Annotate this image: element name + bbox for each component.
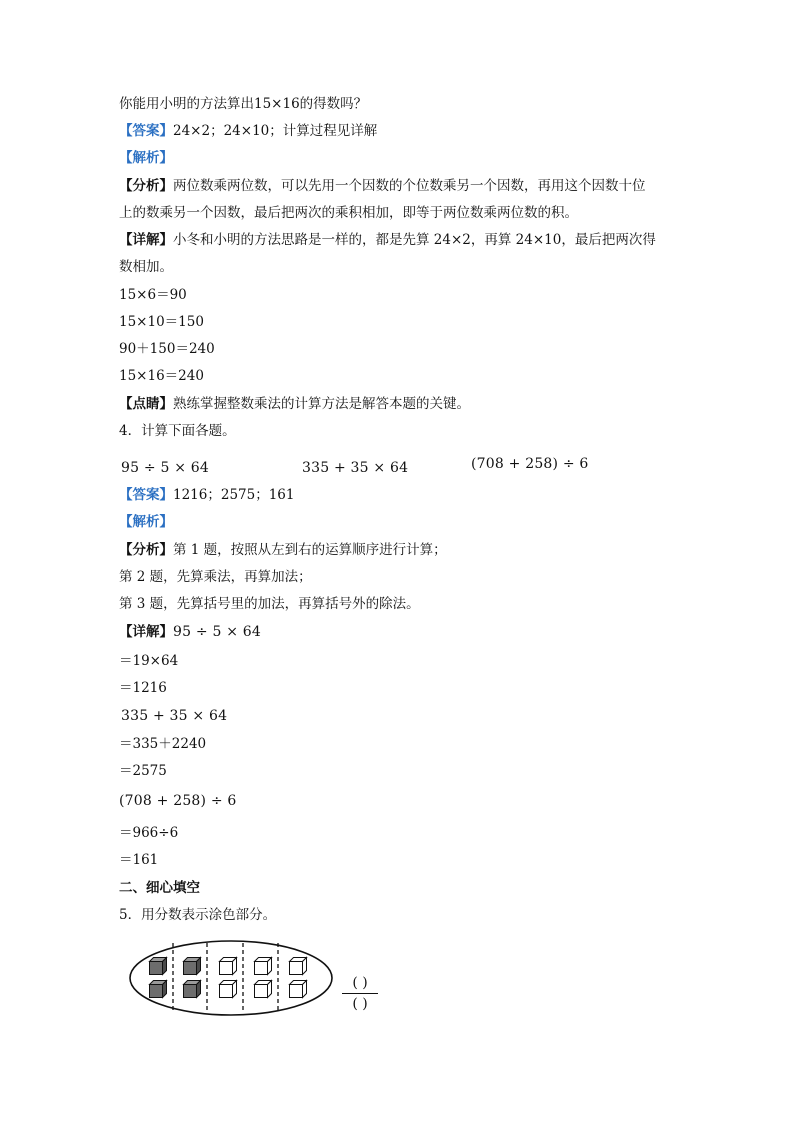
unshaded-cube [220,958,237,975]
detail-1-step-2: ＝1216 [119,680,167,696]
fenxi-tag: 【分析】 [119,542,173,558]
q4-expr-2: 335 + 35 × 64 [302,460,409,476]
detail-expr-3: (708 + 258) ÷ 6 [119,793,237,809]
unshaded-cube [255,981,272,998]
q4-fenxi-line3: 第 3 题，先算括号里的加法，再算括号外的除法。 [119,596,420,612]
q4-title: 4．计算下面各题。 [119,423,236,439]
q3-step-3: 90＋150＝240 [119,341,215,357]
q3-xiangjie-line2: 数相加。 [119,259,173,275]
fenxi-text: 两位数乘两位数，可以先用一个因数的个位数乘另一个因数，再用这个因数十位 [173,178,646,194]
dianjing-text: 熟练掌握整数乘法的计算方法是解答本题的关键。 [173,396,470,412]
fraction-numerator-blank[interactable]: ( ) [352,975,368,991]
q3-step-2: 15×10＝150 [119,314,204,330]
q3-xiangjie-line1 [119,230,656,250]
detail-2-step-1: ＝335＋2240 [119,736,207,752]
q3-fenxi-line2: 上的数乘另一个因数，最后把两次的乘积相加，即等于两位数乘两位数的积。 [119,205,578,221]
q5-title: 5．用分数表示涂色部分。 [119,907,277,923]
shaded-cube [184,958,201,975]
detail-expr-1: 95 ÷ 5 × 64 [173,624,261,640]
answer-tag: 【答案】 [119,487,173,503]
q4-fenxi-line1 [119,540,447,560]
detail-expr-2: 335 + 35 × 64 [121,708,228,724]
xiangjie-text: 小冬和小明的方法思路是一样的，都是先算 24×2，再算 24×10，最后把两次得 [173,232,656,248]
unshaded-cube [290,981,307,998]
analysis-tag: 【解析】 [119,514,173,530]
q4-expr-3: (708 + 258) ÷ 6 [471,456,589,472]
q4-analysis-line [119,512,173,532]
unshaded-cube [290,958,307,975]
q3-step-1: 15×6＝90 [119,287,187,303]
q3-fenxi-line1 [119,176,646,196]
xiangjie-tag: 【详解】 [119,232,173,248]
dianjing-tag: 【点睛】 [119,396,173,412]
fenxi-text: 第 1 题，按照从左到右的运算顺序进行计算； [173,542,447,558]
section-title: 二、细心填空 [119,880,200,896]
answer-text: 1216；2575；161 [173,487,295,503]
q3-dianjing-line [119,394,470,414]
unshaded-cube [255,958,272,975]
answer-tag: 【答案】 [119,123,173,139]
shaded-cube [150,981,167,998]
q4-xiangjie-line [119,622,261,642]
fraction-denominator-blank[interactable]: ( ) [352,996,368,1012]
q3-analysis-line [119,148,173,168]
detail-1-step-1: ＝19×64 [119,653,179,669]
detail-3-step-1: ＝966÷6 [119,825,179,841]
unshaded-cube [220,981,237,998]
q3-question: 你能用小明的方法算出15×16的得数吗？ [119,96,368,112]
q4-answer-line [119,485,294,505]
q3-answer-line [119,121,377,141]
answer-text: 24×2；24×10；计算过程见详解 [173,123,378,139]
detail-3-step-2: ＝161 [119,852,159,868]
fenxi-tag: 【分析】 [119,178,173,194]
q4-expr-1: 95 ÷ 5 × 64 [121,460,209,476]
shaded-cube [150,958,167,975]
group-ellipse [130,941,332,1015]
fraction-bar [342,993,378,994]
detail-2-step-2: ＝2575 [119,763,167,779]
q3-step-4: 15×16＝240 [119,368,204,384]
xiangjie-tag: 【详解】 [119,624,173,640]
q4-fenxi-line2: 第 2 题，先算乘法，再算加法； [119,569,312,585]
analysis-tag: 【解析】 [119,150,173,166]
shaded-cubes-figure [128,938,334,1018]
answer-fraction[interactable] [342,974,378,1013]
shaded-cube [184,981,201,998]
